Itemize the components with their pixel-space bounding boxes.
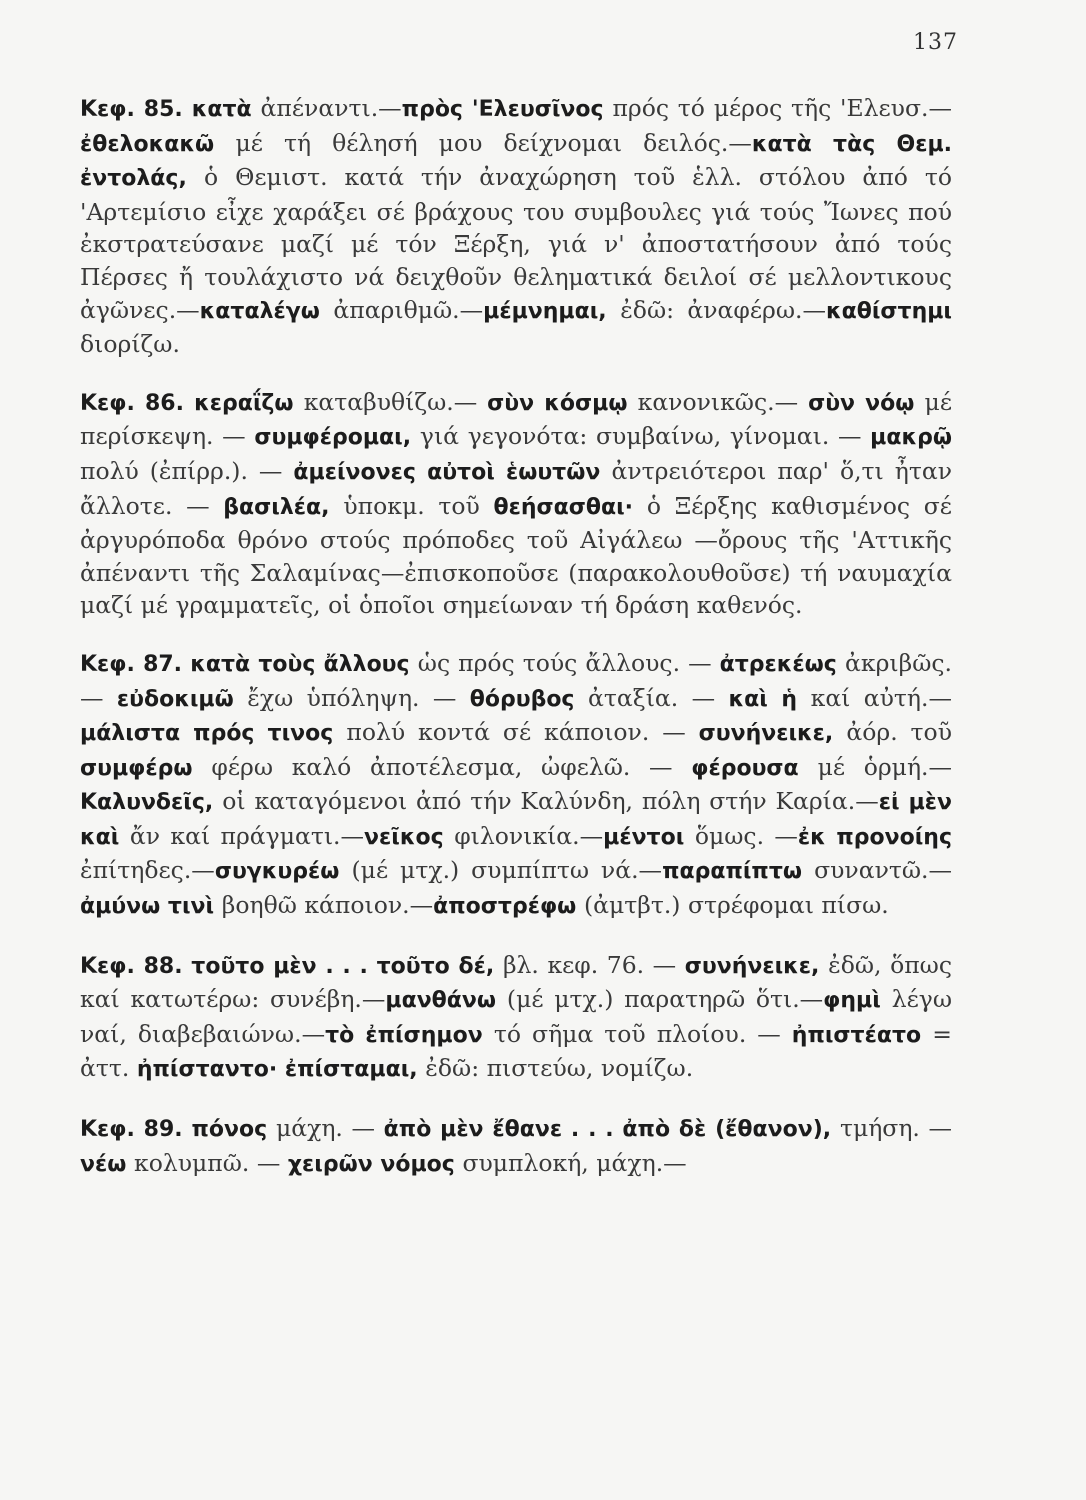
lemma-term: ἀπὸ μὲν ἔθανε . . . ἀπὸ δὲ (ἔθανον),	[383, 1117, 840, 1143]
gloss-text: μέ περίσκεψη. —	[80, 387, 952, 451]
lemma-term: σὺν κόσμῳ	[487, 390, 638, 416]
lemma-term: ἀποστρέφω	[433, 894, 584, 920]
lemma-term: βασιλέα,	[223, 494, 344, 520]
lemma-term: ἀτρεκέως	[719, 651, 846, 677]
gloss-text: ἐδῶ, ὅπως καί κατωτέρω: συνέβη.—	[80, 950, 952, 1014]
lemma-term: Κεφ. 89. πόνος	[80, 1117, 276, 1143]
gloss-text: πρός τό μέρος τῆς 'Ελευσ.—	[612, 94, 952, 122]
gloss-text: καταβυθίζω.—	[303, 387, 488, 416]
gloss-text: μέ ὁρμή.—	[817, 752, 952, 781]
chapter-note-paragraph	[80, 386, 952, 622]
lemma-term: ἠπίσταντο· ἐπίσταμαι,	[136, 1057, 426, 1083]
lemma-term: ἠπιστέατο	[791, 1022, 933, 1048]
lemma-term: συνήνεικε,	[698, 721, 847, 747]
lemma-term: φέρουσα	[691, 755, 818, 781]
gloss-text: ἀκριβῶς. —	[80, 648, 952, 712]
commentary-text	[80, 92, 952, 1206]
chapter-note-paragraph	[80, 92, 952, 361]
lemma-term: καὶ ἡ	[728, 686, 811, 712]
gloss-text: ὑποκμ. τοῦ	[343, 491, 494, 520]
gloss-text: γιά γεγονότα: συμβαίνω, γίνομαι. —	[419, 422, 871, 451]
gloss-text: βλ. κεφ. 76. —	[502, 950, 685, 979]
gloss-text: ἀντρειότεροι παρ' ὅ,τι ἦταν ἄλλοτε. —	[80, 456, 952, 520]
lemma-term: μακρῷ	[870, 425, 952, 451]
gloss-text: πολύ (ἐπίρρ.). —	[80, 456, 294, 485]
lemma-term: ἐκ προνοίης	[797, 824, 952, 850]
lemma-term: χειρῶν νόμος	[287, 1151, 463, 1177]
lemma-term: Κεφ. 86. κεραΐζω	[80, 390, 304, 416]
lemma-term: καθίστημι	[825, 298, 952, 324]
gloss-text: κανονικῶς.—	[637, 387, 809, 416]
gloss-text: ὡς πρός τούς ἄλλους. —	[417, 648, 720, 677]
gloss-text: τμήση. —	[839, 1114, 953, 1143]
gloss-text: = ἀττ.	[80, 1019, 952, 1083]
chapter-note-paragraph	[80, 949, 952, 1087]
gloss-text: πολύ κοντά σέ κάποιον. —	[346, 718, 699, 747]
gloss-text: ὁ Ξέρξης καθισμένος σέ ἀργυρόποδα θρόνο στούς πρόποδες τοῦ Αἰγάλεω —ὄρους τῆς 'Αττικῆς ἀπέναντι τῆς Σαλαμίνας—ἐπισκοποῦσε (παρακολουθοῦσε) τή ναυμαχία μαζί μέ γραμματεῖς, οἱ ὁποῖοι σημείωναν τή δράση καθενός.	[80, 491, 952, 620]
gloss-text: συμπλοκή, μάχη.—	[462, 1148, 687, 1177]
gloss-text: κολυμπῶ. —	[134, 1148, 288, 1177]
lemma-term: συγκυρέω	[214, 859, 352, 885]
lemma-term: θεήσασθαι·	[493, 494, 647, 520]
gloss-text: οἱ καταγόμενοι ἀπό τήν Καλύνδη, πόλη στήν Καρία.—	[222, 787, 879, 816]
lemma-term: ἐθελοκακῶ	[80, 131, 236, 157]
lemma-term: εἰ μὲν καὶ	[80, 790, 952, 850]
lemma-term: νέω	[80, 1151, 135, 1177]
lemma-term: ἀμύνω τινὶ	[80, 894, 222, 920]
lemma-term: Καλυνδεῖς,	[80, 790, 223, 816]
gloss-text: ὁ Θεμιστ. κατά τήν ἀναχώρηση τοῦ ἑλλ. στόλου ἀπό τό 'Αρτεμίσιο εἶχε χαράξει σέ βράχους του συμβουλες γιά τούς Ἴωνες πού ἐκστρατεύσανε μαζί μέ τόν Ξέρξη, γιά ν' ἀποστατήσουν ἀπό τούς Πέρσες ἤ τουλάχιστο νά δειχθοῦν θεληματικά δειλοί σέ μελλοντικους ἀγῶνες.—	[80, 163, 952, 324]
chapter-note-paragraph	[80, 1112, 952, 1181]
lemma-term: Κεφ. 87. κατὰ τοὺς ἄλλους	[80, 651, 418, 677]
gloss-text: ἐδῶ: πιστεύω, νομίζω.	[425, 1054, 694, 1083]
gloss-text: φιλονικία.—	[454, 821, 604, 850]
gloss-text: ἐδῶ: ἀναφέρω.—	[620, 295, 826, 324]
chapter-note-paragraph	[80, 647, 952, 924]
gloss-text: τό σῆμα τοῦ πλοίου. —	[493, 1019, 792, 1048]
gloss-text: ἄν καί πράγματι.—	[129, 821, 365, 850]
lemma-term: νεῖκος	[364, 824, 455, 850]
gloss-text: λέγω ναί, διαβεβαιώνω.—	[80, 985, 952, 1048]
gloss-text: ἀόρ. τοῦ	[846, 718, 952, 747]
page-number: 137	[913, 30, 958, 55]
gloss-text: φέρω καλό ἀποτέλεσμα, ὠφελῶ. —	[211, 752, 692, 781]
gloss-text: ἀπαριθμῶ.—	[333, 295, 484, 324]
gloss-text: βοηθῶ κάποιον.—	[221, 891, 434, 920]
lemma-term: συμφέρομαι,	[254, 425, 420, 451]
lemma-term: μέμνημαι,	[483, 298, 621, 324]
gloss-text: διορίζω.	[80, 330, 180, 359]
lemma-term: συμφέρω	[80, 755, 212, 781]
gloss-text: ἔχω ὑπόληψη. —	[247, 683, 470, 712]
gloss-text: ἀπέναντι.—	[260, 94, 402, 122]
lemma-term: Κεφ. 88. τοῦτο μὲν . . . τοῦτο δέ,	[80, 953, 503, 979]
gloss-text: (ἀμτβτ.) στρέφομαι πίσω.	[583, 891, 889, 920]
lemma-term: ἀμείνονες αὐτοὶ ἑωυτῶν	[293, 459, 612, 485]
lemma-term: πρὸς 'Ελευσῖνος	[401, 97, 613, 122]
lemma-term: φημὶ	[823, 988, 892, 1014]
lemma-term: σὺν νόῳ	[808, 390, 925, 416]
gloss-text: (μέ μτχ.) παρατηρῶ ὅτι.—	[506, 985, 824, 1014]
gloss-text: μέ τή θέλησή μου δείχνομαι δειλός.—	[235, 128, 752, 157]
lemma-term: εὐδοκιμῶ	[116, 686, 248, 712]
lemma-term: Κεφ. 85. κατὰ	[80, 97, 261, 122]
gloss-text: ὅμως. —	[694, 821, 798, 850]
lemma-term: κατὰ τὰς Θεμ. ἐντολάς,	[80, 131, 953, 192]
gloss-text: (μέ μτχ.) συμπίπτω νά.—	[351, 856, 663, 885]
lemma-term: μάλιστα πρός τινος	[80, 721, 347, 747]
gloss-text: ἀταξία. —	[588, 683, 729, 712]
lemma-term: παραπίπτω	[662, 859, 815, 885]
lemma-term: μέντοι	[603, 824, 695, 850]
lemma-term: καταλέγω	[199, 298, 334, 324]
lemma-term: θόρυβος	[469, 686, 589, 712]
lemma-term: συνήνεικε,	[684, 953, 829, 979]
gloss-text: καί αὐτή.—	[810, 683, 952, 712]
lemma-term: τὸ ἐπίσημον	[325, 1022, 494, 1048]
gloss-text: ἐπίτηδες.—	[80, 856, 215, 885]
lemma-term: μανθάνω	[385, 988, 507, 1014]
gloss-text: μάχη. —	[275, 1114, 384, 1143]
gloss-text: συναντῶ.—	[814, 856, 953, 885]
